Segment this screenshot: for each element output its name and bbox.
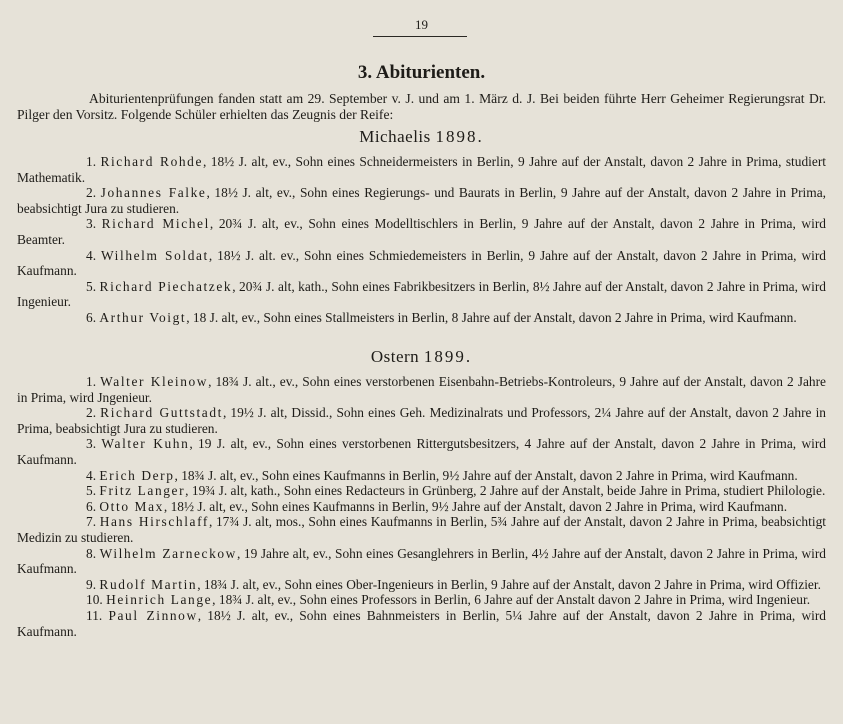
entry-text: , 20¾ J. alt, ev., Sohn eines Modelltischlers in Berlin, 9 Jahre auf der Anstalt, davon 2 Jahre in Prima, wird Beamter. — [17, 216, 826, 247]
entries-ostern — [17, 374, 826, 639]
entry-number: 2. — [86, 405, 97, 421]
entry-name: Fritz Langer — [99, 483, 186, 499]
entry-text: , 18½ J. alt. ev., Sohn eines Schmiedemeisters in Berlin, 9 Jahre auf der Anstalt, davon 2 Jahre in Prima, wird Kaufmann. — [17, 247, 826, 279]
entry-name: Hans Hirschlaff — [99, 514, 209, 530]
entry-text: , 19½ J. alt, Dissid., Sohn eines Geh. Medizinalrats und Professors, 2¼ Jahre auf der Anstalt, davon 2 Jahre in Prima, beabsichtigt Jura zu studieren. — [17, 405, 826, 436]
list-item — [17, 216, 826, 247]
entry-number: 3. — [86, 436, 97, 452]
intro-text: Abiturientenprüfungen fanden statt am 29. September v. J. und am 1. März d. J. Bei beiden führte Herr Geheimer Regierungsrat Dr. Pilger den Vorsitz. Folgende Schüler erhielten das Zeugnis der Reife: — [17, 91, 826, 122]
list-item — [17, 154, 826, 185]
entry-name: Richard Guttstadt — [100, 405, 223, 421]
entry-text: , 19 J. alt, ev., Sohn eines verstorbenen Rittergutsbesitzers, 4 Jahre auf der Anstalt, davon 2 Jahre in Prima, wird Kaufmann. — [17, 436, 826, 467]
entry-number: 7. — [86, 514, 97, 530]
entry-name: Walter Kleinow — [100, 374, 209, 389]
entry-text: , 18¾ J. alt., ev., Sohn eines verstorbenen Eisenbahn-Betriebs-Kontroleurs, 9 Jahre auf der Anstalt, davon 2 Jahre in Prima, wird Jngenieur. — [17, 374, 826, 405]
intro-paragraph — [17, 91, 826, 122]
list-item — [17, 483, 826, 499]
entry-number: 8. — [86, 545, 97, 561]
entry-text: , 18¾ J. alt, ev., Sohn eines Professors in Berlin, 6 Jahre auf der Anstalt davon 2 Jahre in Prima, wird Ingenieur. — [212, 592, 811, 608]
entry-number: 1. — [86, 374, 97, 389]
entry-text: , 19 Jahre alt, ev., Sohn eines Gesanglehrers in Berlin, 4½ Jahre auf der Anstalt, davon 2 Jahre in Prima, wird Kaufmann. — [17, 545, 826, 577]
list-item — [17, 374, 826, 405]
list-item — [17, 248, 826, 279]
entry-number: 5. — [86, 278, 97, 294]
entry-name: Heinrich Lange — [106, 592, 213, 608]
entry-name: Otto Max — [99, 498, 164, 514]
section-heading-ostern — [0, 347, 843, 367]
entry-number: 1. — [86, 154, 97, 169]
entry-number: 9. — [86, 576, 97, 592]
section-heading-name: Michaelis — [359, 127, 431, 146]
list-item — [17, 436, 826, 467]
entry-text: , 18¾ J. alt, ev., Sohn eines Kaufmanns in Berlin, 9½ Jahre auf der Anstalt, davon 2 Jahre in Prima, wird Kaufmann. — [174, 467, 798, 483]
entry-name: Richard Rohde — [100, 154, 204, 169]
list-item — [17, 468, 826, 484]
entries-michaelis — [17, 154, 826, 326]
section-heading-year: 1899. — [423, 347, 473, 366]
entry-text: , 19¾ J. alt, kath., Sohn eines Redacteurs in Grünberg, 2 Jahre auf der Anstalt, beide Jahre in Prima, studiert Philologie. — [185, 483, 826, 499]
section-heading-michaelis — [0, 127, 843, 147]
entry-text: , 18½ J. alt, ev., Sohn eines Schneidermeisters in Berlin, 9 Jahre auf der Anstalt, davon 2 Jahre in Prima, studiert Mathematik. — [17, 154, 826, 185]
list-item — [17, 310, 826, 326]
list-item — [17, 546, 826, 577]
entry-number: 3. — [86, 216, 97, 232]
entry-number: 4. — [86, 467, 97, 483]
entry-text: , 18 J. alt, ev., Sohn eines Stallmeisters in Berlin, 8 Jahre auf der Anstalt, davon 2 Jahre in Prima, wird Kaufmann. — [186, 309, 797, 325]
entry-name: Paul Zinnow — [108, 607, 198, 623]
entry-name: Erich Derp — [99, 467, 175, 483]
entry-number: 6. — [86, 498, 97, 514]
entry-number: 6. — [86, 309, 97, 325]
entry-number: 11. — [86, 607, 103, 623]
list-item — [17, 185, 826, 216]
list-item — [17, 405, 826, 436]
entry-name: Wilhelm Zarneckow — [99, 545, 237, 561]
entry-number: 5. — [86, 483, 97, 499]
entry-number: 2. — [86, 185, 97, 201]
list-item — [17, 499, 826, 515]
header-rule — [373, 36, 467, 37]
entry-name: Walter Kuhn — [101, 436, 190, 452]
entry-name: Johannes Falke — [100, 185, 207, 201]
entry-name: Rudolf Martin — [99, 576, 198, 592]
list-item — [17, 592, 826, 608]
entry-number: 4. — [86, 247, 97, 263]
list-item — [17, 577, 826, 593]
entry-name: Richard Piechatzek — [99, 278, 233, 294]
entry-text: , 18¾ J. alt, ev., Sohn eines Ober-Ingenieurs in Berlin, 9 Jahre auf der Anstalt, davon 2 Jahre in Prima, wird Offizier. — [197, 576, 821, 592]
entry-text: , 18½ J. alt, ev., Sohn eines Regierungs- und Baurats in Berlin, 9 Jahre auf der Anstalt, davon 2 Jahre in Prima, beabsichtigt Jura zu studieren. — [17, 185, 826, 216]
section-title: 3. Abiturienten. — [357, 62, 486, 83]
entry-name: Arthur Voigt — [99, 309, 187, 325]
entry-text: , 18½ J. alt, ev., Sohn eines Kaufmanns in Berlin, 9½ Jahre auf der Anstalt, davon 2 Jahre in Prima, wird Kaufmann. — [163, 498, 788, 514]
entry-text: , 18½ J. alt, ev., Sohn eines Bahnmeisters in Berlin, 5¼ Jahre auf der Anstalt, davon 2 Jahre in Prima, wird Kaufmann. — [17, 607, 826, 639]
section-heading-year: 1898. — [435, 127, 484, 146]
entry-text: , 20¾ J. alt, kath., Sohn eines Fabrikbesitzers in Berlin, 8½ Jahre auf der Anstalt, davon 2 Jahre in Prima, wird Ingenieur. — [17, 278, 826, 310]
entry-number: 10. — [86, 592, 103, 608]
list-item — [17, 608, 826, 639]
entry-name: Richard Michel — [101, 216, 210, 232]
entry-text: , 17¾ J. alt, mos., Sohn eines Kaufmanns in Berlin, 5¾ Jahre auf der Anstalt, davon 2 Jahre in Prima, beabsichtigt Medizin zu studieren. — [17, 514, 826, 545]
section-heading-name: Ostern — [370, 347, 420, 366]
list-item — [17, 279, 826, 310]
page-number: 19 — [415, 17, 428, 32]
list-item — [17, 514, 826, 545]
entry-name: Wilhelm Soldat — [100, 247, 209, 263]
